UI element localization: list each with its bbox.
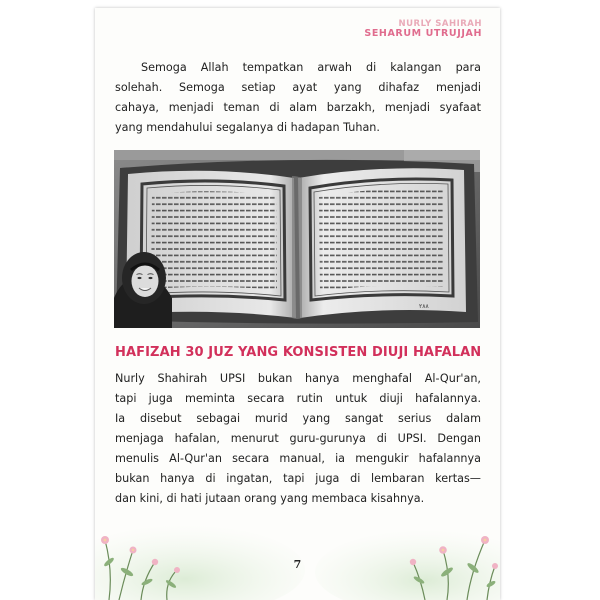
header-subtitle: SEHARUM UTRUJJAH: [364, 27, 482, 39]
quran-photo: [114, 150, 480, 328]
section-line: Nurly Shahirah UPSI bukan hanya menghafal Al-Qur'an,: [115, 372, 481, 385]
book-page: [95, 8, 500, 600]
section-line: menulis Al-Qur'an secara manual, ia mengukir hafalannya: [115, 452, 481, 465]
intro-paragraph: [115, 58, 481, 138]
intro-line: Semoga Allah tempatkan arwah di kalangan para: [141, 61, 481, 74]
section-line: dan kini, di hati jutaan orang yang membaca kisahnya.: [115, 492, 425, 505]
section-line: tapi juga meminta secara rutin untuk diuji hafalannya.: [115, 392, 481, 405]
intro-line: cahaya, menjadi teman di alam barzakh, menjadi syafaat: [115, 101, 481, 114]
floral-decoration: [95, 510, 500, 600]
page-number: 7: [293, 558, 302, 571]
section-heading: HAFIZAH 30 JUZ YANG KONSISTEN DIUJI HAFALAN: [115, 345, 482, 360]
intro-line: solehah. Semoga setiap ayat yang dihafaz menjadi: [115, 81, 481, 94]
section-line: bukan hanya di ingatan, tapi juga di lembaran kertas—: [115, 472, 481, 485]
header-author: NURLY SAHIRAH: [398, 19, 482, 29]
section-paragraph: [115, 369, 481, 509]
section-line: Ia disebut sebagai murid yang sangat serius dalam: [115, 412, 481, 425]
intro-line: yang mendahului segalanya di hadapan Tuhan.: [115, 121, 380, 134]
section-line: menjaga hafalan, menurut guru-gurunya di UPSI. Dengan: [115, 432, 481, 445]
running-header: [364, 20, 482, 39]
quran-page-number: ٢٨٨: [419, 303, 429, 310]
